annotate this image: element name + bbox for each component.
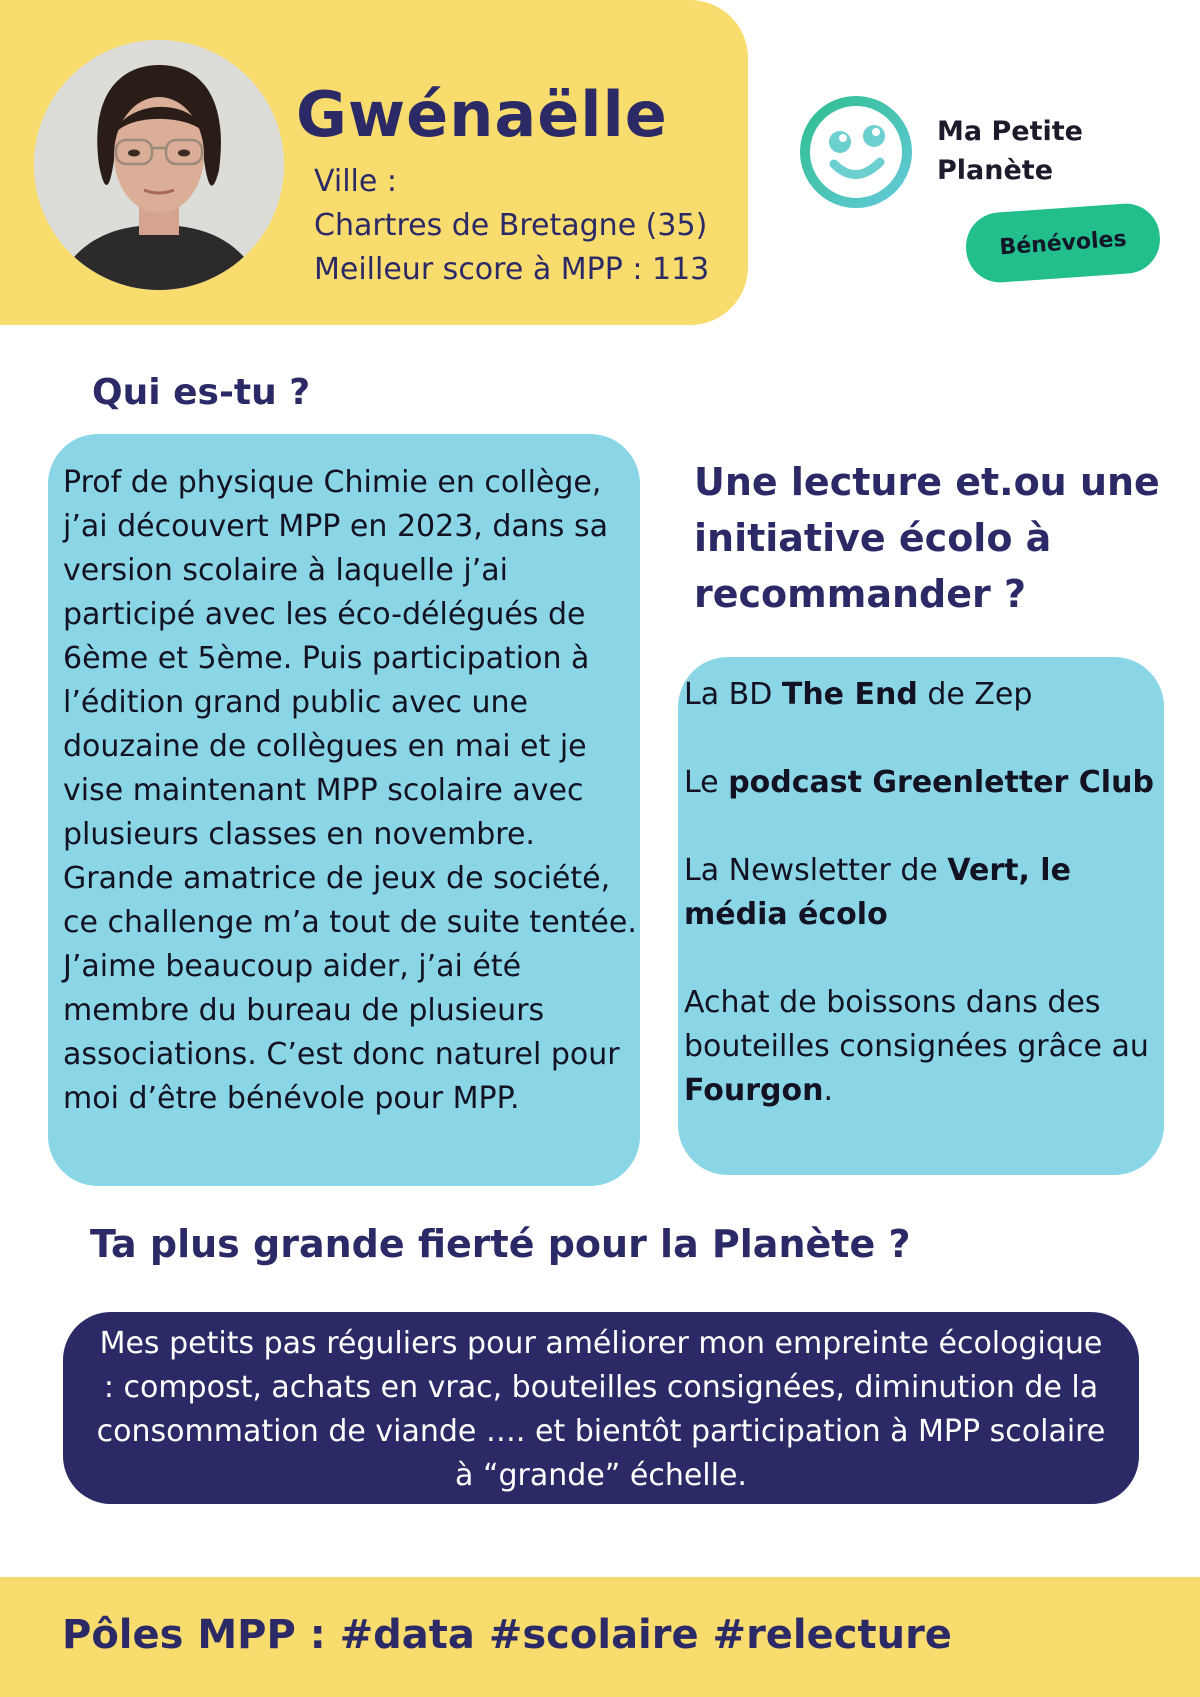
city-label: Ville : (314, 164, 397, 199)
profile-header (0, 0, 748, 325)
pride-text-box: Mes petits pas réguliers pour améliorer mon empreinte écologique : compost, achats en vrac, bouteilles consignées, diminution de la consommation de viande …. et bientôt participation à MPP scolaire à “grande” échelle. (63, 1312, 1139, 1504)
recommend-box (678, 657, 1164, 1175)
section-pride-title: Ta plus grande fierté pour la Planète ? (90, 1222, 911, 1266)
smiley-planet-icon (796, 92, 916, 212)
section-recommend-title: Une lecture et.ou une initiative écolo à recommander ? (694, 460, 1160, 616)
footer-poles: Pôles MPP : #data #scolaire #relecture (62, 1612, 952, 1658)
recommend-item-3: La Newsletter de Vert, le média écolo (684, 853, 1071, 932)
best-score: Meilleur score à MPP : 113 (314, 252, 710, 287)
recommend-item-1: La BD The End de Zep (684, 677, 1033, 712)
who-text-box: Prof de physique Chimie en collège, j’ai découvert MPP en 2023, dans sa version scolaire à laquelle j’ai participé avec les éco-délégués de 6ème et 5ème. Puis participation à l’édition grand public avec une douzaine de collègues en mai et je vise maintenant MPP scolaire avec plusieurs classes en novembre. Grande amatrice de jeux de société, ce challenge m’a tout de suite tentée. J’aime beaucoup aider, j’ai été membre du bureau de plusieurs associations. C’est donc naturel pour moi d’être bénévole pour MPP. (48, 434, 640, 1186)
city-value: Chartres de Bretagne (35) (314, 208, 708, 243)
recommend-item-2: Le podcast Greenletter Club (684, 765, 1154, 800)
profile-name: Gwénaëlle (296, 78, 668, 151)
volunteer-badge: Bénévoles (964, 201, 1162, 284)
portrait-illustration (34, 40, 284, 290)
profile-photo (34, 40, 284, 290)
recommend-item-4: Achat de boissons dans des bouteilles consignées grâce au Fourgon. (684, 985, 1149, 1108)
brand-line-1: Ma Petite (937, 116, 1083, 147)
profile-info (314, 160, 709, 292)
brand-line-2: Planète (937, 155, 1054, 186)
section-who-title: Qui es-tu ? (92, 372, 311, 413)
footer-band (0, 1577, 1200, 1697)
brand-name (937, 112, 1083, 190)
